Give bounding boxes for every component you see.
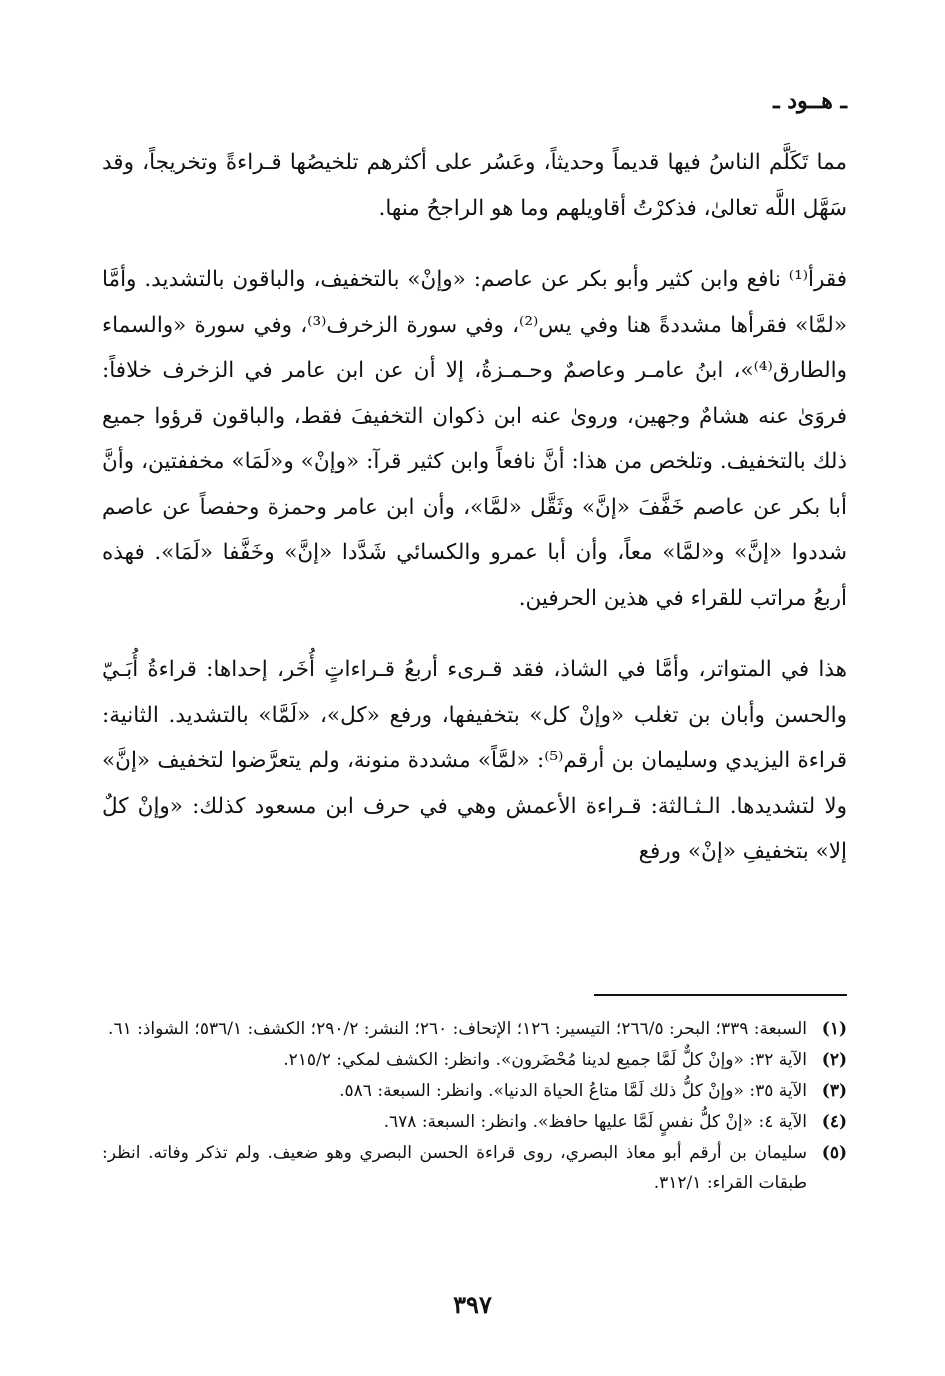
footnote-5 <box>102 1138 847 1198</box>
footnote-3 <box>102 1076 847 1106</box>
paragraph-2: فقرأ⁽¹⁾ نافع وابن كثير وأبو بكر عن عاصم: «وإنْ» بالتخفيف، والباقون بالتشديد. وأمَّا «لمَّا» فقرأها مشددةً هنا وفي يس⁽²⁾، وفي سورة الزخرف⁽³⁾، وفي سورة «والسماء والطارق⁽⁴⁾»، ابنُ عامـر وعاصمٌ وحـمـزةُ، إلا أن عن ابن عامر في الزخرف خلافاً: فروَىٰ عنه هشامٌ وجهين، وروىٰ عنه ابن ذكوان التخفيفَ فقط، والباقون قرؤوا جميع ذلك بالتخفيف. وتلخص من هذا: أنَّ نافعاً وابن كثير قرآ: «وإنْ» و«لَمَا» مخففتين، وأنَّ أبا بكر عن عاصم خَفَّفَ «إنَّ» وثَقَّل «لمَّا»، وأن ابن عامر وحمزة وحفصاً عن عاصم شددوا «إنَّ» و«لمَّا» معاً، وأن أبا عمرو والكسائي شَدَّدا «إنَّ» وخَفَّفا «لَمَا». فهذه أربعُ مراتب للقراء في هذين الحرفين. <box>102 267 848 611</box>
footnote-text: سليمان بن أرقم أبو معاذ البصري، روى قراءة الحسن البصري وهو ضعيف. ولم تذكر وفاته. انظر: طبقات القراء: ٣١٢/١. <box>102 1143 807 1193</box>
footnote-text: الآية ٤: «إنْ كلُّ نفسٍ لَمَّا عليها حافظ». وانظر: السبعة: ٦٧٨. <box>383 1112 807 1132</box>
footnote-4 <box>102 1107 847 1137</box>
running-header: ـ هــود ـ <box>773 88 847 114</box>
footnote-number: (٢) <box>821 1050 847 1070</box>
footnote-number: (٣) <box>821 1081 847 1101</box>
footnote-text: الآية ٣٥: «وإنْ كلُّ ذلك لَمَّا متاعُ الحياة الدنيا». وانظر: السبعة: ٥٨٦. <box>339 1081 807 1101</box>
footnote-1 <box>102 1014 847 1044</box>
footnotes <box>102 1014 847 1199</box>
main-text <box>102 140 847 875</box>
footnote-2 <box>102 1045 847 1075</box>
paragraph-3: هذا في المتواتر، وأمَّا في الشاذ، فقد قـرىء أربعُ قـراءاتٍ أُخَر، إحداها: قراءةُ أُبَـيّ والحسن وأبان بن تغلب «وإنْ كل» بتخفيفها، ورفع «كل»، «لَمَّا» بالتشديد. الثانية: قراءة اليزيدي وسليمان بن أرقم⁽⁵⁾: «لمَّاً» مشددة منونة، ولم يتعرَّضوا لتخفيف «إنَّ» ولا لتشديدها. الـثـالثة: قـراءة الأعمش وهي في حرف ابن مسعود كذلك: «وإنْ كلٌ إلا» بتخفيفِ «إنْ» ورفع <box>102 657 847 864</box>
paragraph-1: مما تَكَلَّم الناسُ فيها قديماً وحديثاً، وعَسُر على أكثرهم تلخيصُها قـراءةً وتخريجاً، وقد سَهَّل اللَّه تعالىٰ، فذكرْتُ أقاويلهم وما هو الراجحُ منها. <box>102 150 847 221</box>
footnote-text: الآية ٣٢: «وإنْ كلٌّ لَمَّا جميع لدينا مُحْضَرون». وانظر: الكشف لمكي: ٢١٥/٢. <box>283 1050 807 1070</box>
footnote-separator <box>594 994 847 996</box>
page-number: ٣٩٧ <box>453 1290 492 1319</box>
footnote-text: السبعة: ٣٣٩؛ البحر: ٢٦٦/٥؛ التيسير: ١٢٦؛ الإتحاف: ٢٦٠؛ النشر: ٢٩٠/٢؛ الكشف: ٥٣٦/١؛ الشواذ: ٦١. <box>108 1019 807 1039</box>
footnote-number: (٥) <box>821 1143 847 1163</box>
footnote-number: (١) <box>821 1019 847 1039</box>
footnote-number: (٤) <box>821 1112 847 1132</box>
